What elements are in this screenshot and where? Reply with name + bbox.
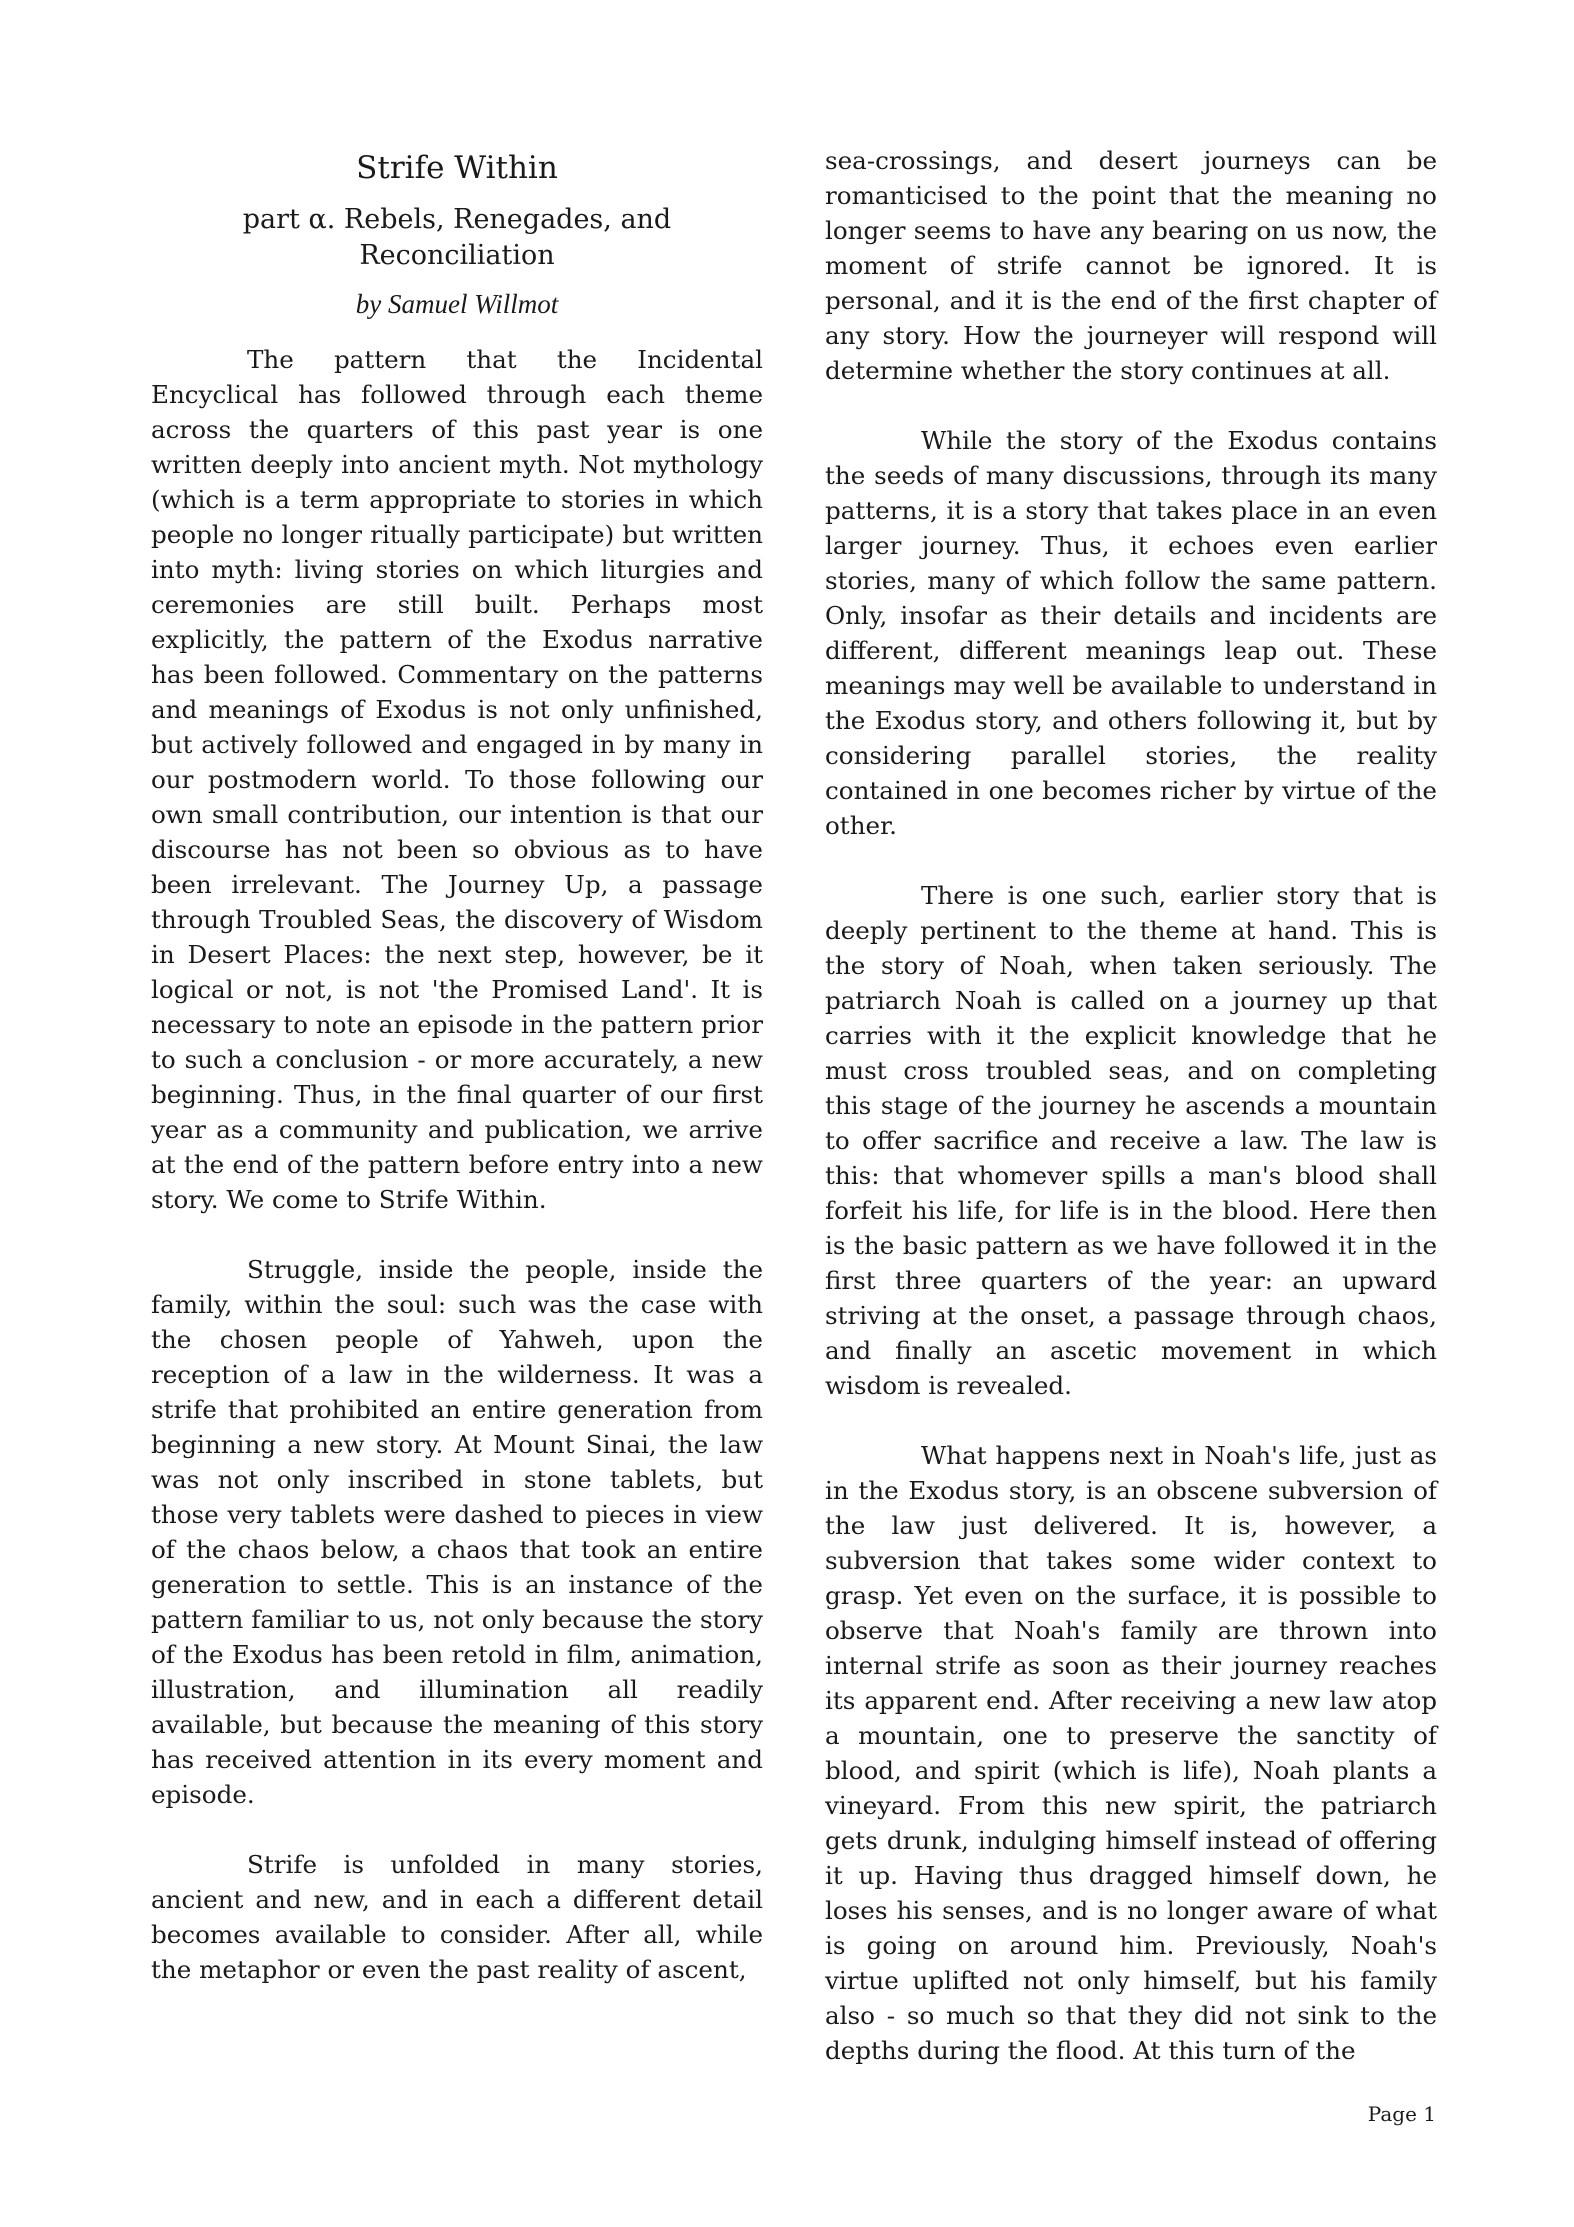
article-title: Strife Within	[356, 150, 558, 186]
paragraph: What happens next in Noah's life, just as in the Exodus story, is an obscene subversion of the law just delivered. It is, however, a subversion that takes some wider context to grasp. Yet even on the surface, it is possible to observe that Noah's family are thrown into internal strife as soon as their journey reaches its apparent end. After receiving a new law atop a mountain, one to preserve the sanctity of blood, and spirit (which is life), Noah plants a vineyard. From this new spirit, the patriarch gets drunk, indulging himself instead of offering it up. Having thus dragged himself down, he loses his senses, and is no longer aware of what is going on around him. Previously, Noah's virtue uplifted not only himself, but his family also - so much so that they did not sink to the depths during the flood. At this turn of the	[825, 1441, 1437, 2065]
left-column	[151, 140, 763, 2022]
paragraph: Struggle, inside the people, inside the family, within the soul: such was the case with the chosen people of Yahweh, upon the reception of a law in the wilderness. It was a strife that prohibited an entire generation from beginning a new story. At Mount Sinai, the law was not only inscribed in stone tablets, but those very tablets were dashed to pieces in view of the chaos below, a chaos that took an entire generation to settle. This is an instance of the pattern familiar to us, not only because the story of the Exodus has been retold in film, animation, illustration, and illumination all readily available, but because the meaning of this story has received attention in its every moment and episode.	[151, 1255, 763, 1809]
page-number: Page 1	[1367, 2102, 1436, 2126]
right-column	[825, 143, 1437, 2103]
paragraph: Strife is unfolded in many stories, ancient and new, and in each a different detail becomes available to consider. After all, while the metaphor or even the past reality of ascent,	[151, 1850, 763, 1984]
paragraph: While the story of the Exodus contains the seeds of many discussions, through its many patterns, it is a story that takes place in an even larger journey. Thus, it echoes even earlier stories, many of which follow the same pattern. Only, insofar as their details and incidents are different, different meanings leap out. These meanings may well be available to understand in the Exodus story, and others following it, but by considering parallel stories, the reality contained in one becomes richer by virtue of the other.	[825, 426, 1437, 840]
paragraph: The pattern that the Incidental Encyclical has followed through each theme across the quarters of this past year is one written deeply into ancient myth. Not mythology (which is a term appropriate to stories in which people no longer ritually participate) but written into myth: living stories on which liturgies and ceremonies are still built. Perhaps most explicitly, the pattern of the Exodus narrative has been followed. Commentary on the patterns and meanings of Exodus is not only unfinished, but actively followed and engaged in by many in our postmodern world. To those following our own small contribution, our intention is that our discourse has not been so obvious as to have been irrelevant. The Journey Up, a passage through Troubled Seas, the discovery of Wisdom in Desert Places: the next step, however, be it logical or not, is not 'the Promised Land'. It is necessary to note an episode in the pattern prior to such a conclusion - or more accurately, a new beginning. Thus, in the final quarter of our first year as a community and publication, we arrive at the end of the pattern before entry into a new story. We come to Strife Within.	[151, 345, 763, 1214]
article-byline: by Samuel Willmot	[355, 289, 559, 319]
paragraph-continued: sea-crossings, and desert journeys can be romanticised to the point that the meaning no longer seems to have any bearing on us now, the moment of strife cannot be ignored. It is personal, and it is the end of the first chapter of any story. How the journeyer will respond will determine whether the story continues at all.	[825, 146, 1437, 385]
article-subtitle: part α. Rebels, Renegades, and Reconciliation	[242, 204, 672, 271]
paragraph: There is one such, earlier story that is deeply pertinent to the theme at hand. This is the story of Noah, when taken seriously. The patriarch Noah is called on a journey up that carries with it the explicit knowledge that he must cross troubled seas, and on completing this stage of the journey he ascends a mountain to offer sacrifice and receive a law. The law is this: that whomever spills a man's blood shall forfeit his life, for life is in the blood. Here then is the basic pattern as we have followed it in the first three quarters of the year: an upward striving at the onset, a passage through chaos, and finally an ascetic movement in which wisdom is revealed.	[825, 881, 1437, 1400]
